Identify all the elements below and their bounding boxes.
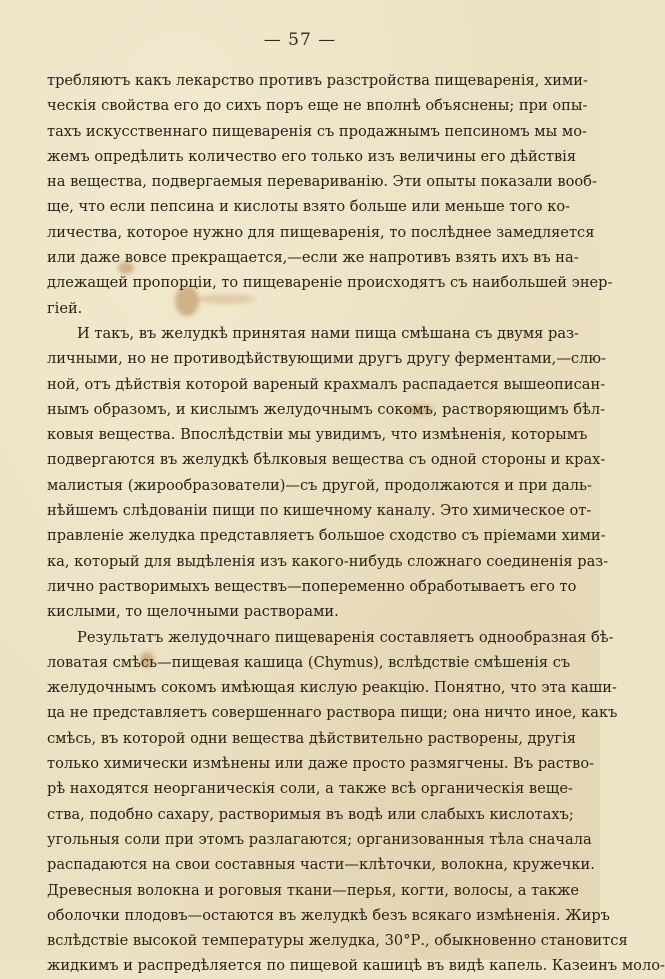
text-line: ка, который для выдѣленія изъ какого-нибудь сложнаго соединенія раз- [47,552,609,570]
text-line: или даже вовсе прекращается,—если же напротивъ взять ихъ въ на- [47,249,579,267]
text-line: жидкимъ и распредѣляется по пищевой кашицѣ въ видѣ капель. Казеинъ моло- [47,957,665,975]
text-line: гіей. [47,299,83,317]
text-line: ловатая смѣсь—пищевая кашица (Chymus), вслѣдствіе смѣшенія съ [47,653,571,671]
text-line: угольныя соли при этомъ разлагаются; организованныя тѣла сначала [47,830,592,848]
text-line: личества, которое нужно для пищеваренія, то послѣднее замедляется [47,223,595,241]
text-line: ковыя вещества. Впослѣдствіи мы увидимъ, что измѣненія, которымъ [47,426,588,444]
text-line: распадаются на свои составныя части—клѣточки, волокна, кружечки. [47,856,595,874]
text-line: ца не представляетъ совершеннаго раствора пищи; она ничто иное, какъ [47,704,618,722]
text-line: жемъ опредѣлить количество его только изъ величины его дѣйствія [47,147,577,165]
paragraph-2 [47,321,609,625]
text-line: вслѣдствіе высокой температуры желудка, 30°Р., обыкновенно становится [47,932,628,950]
text-line: смѣсь, въ которой одни вещества дѣйствительно растворены, другія [47,729,576,747]
text-line: оболочки плодовъ—остаются въ желудкѣ безъ всякаго измѣненія. Жиръ [47,906,610,924]
text-line: лично растворимыхъ веществъ—попеременно обработываетъ его то [47,577,577,595]
text-line: ще, что если пепсина и кислоты взято больше или меньше того ко- [47,198,571,216]
text-line: только химически измѣнены или даже просто размягчены. Въ раство- [47,755,595,773]
page-number: — 57 — [263,30,337,50]
text-line: нымъ образомъ, и кислымъ желудочнымъ сокомъ, растворяющимъ бѣл- [47,400,606,418]
text-line: кислыми, то щелочными растворами. [47,603,339,621]
text-line: личными, но не противодѣйствующими другъ другу ферментами,—слю- [47,350,606,368]
text-line: Результатъ желудочнаго пищеваренія составляетъ однообразная бѣ- [77,628,614,646]
text-line: ческія свойства его до сихъ поръ еще не вполнѣ объяснены; при опы- [47,97,588,115]
text-line: правленіе желудка представляетъ большое сходство съ пріемами хими- [47,527,606,545]
text-line: нѣйшемъ слѣдованіи пищи по кишечному каналу. Это химическое от- [47,502,592,520]
text-line: малистыя (жирообразователи)—съ другой, продолжаются и при даль- [47,476,592,494]
text-line: длежащей пропорціи, то пищевареніе происходятъ съ наибольшей энер- [47,274,613,292]
text-line: Древесныя волокна и роговыя ткани—перья, когти, волосы, а также [47,881,580,899]
text-line: тахъ искусственнаго пищеваренія съ продажнымъ пепсиномъ мы мо- [47,122,587,140]
text-line: ной, отъ дѣйствія которой вареный крахмалъ распадается вышеописан- [47,375,606,393]
text-line: подвергаются въ желудкѣ бѣлковыя вещества съ одной стороны и крах- [47,451,606,469]
text-line: рѣ находятся неорганическія соли, а также всѣ органическія веще- [47,780,573,798]
text-line: И такъ, въ желудкѣ принятая нами пища смѣшана съ двумя раз- [77,324,579,342]
text-line: ства, подобно сахару, растворимыя въ водѣ или слабыхъ кислотахъ; [47,805,574,823]
text-line: желудочнымъ сокомъ имѣющая кислую реакцію. Понятно, что эта каши- [47,679,617,697]
paragraph-1 [47,68,613,321]
text-line: требляютъ какъ лекарство противъ разстройства пищеваренія, хими- [47,72,588,89]
paragraph-3 [47,625,665,979]
text-body [47,68,665,979]
text-line: на вещества, подвергаемыя перевариванію. Эти опыты показали вооб- [47,173,597,191]
